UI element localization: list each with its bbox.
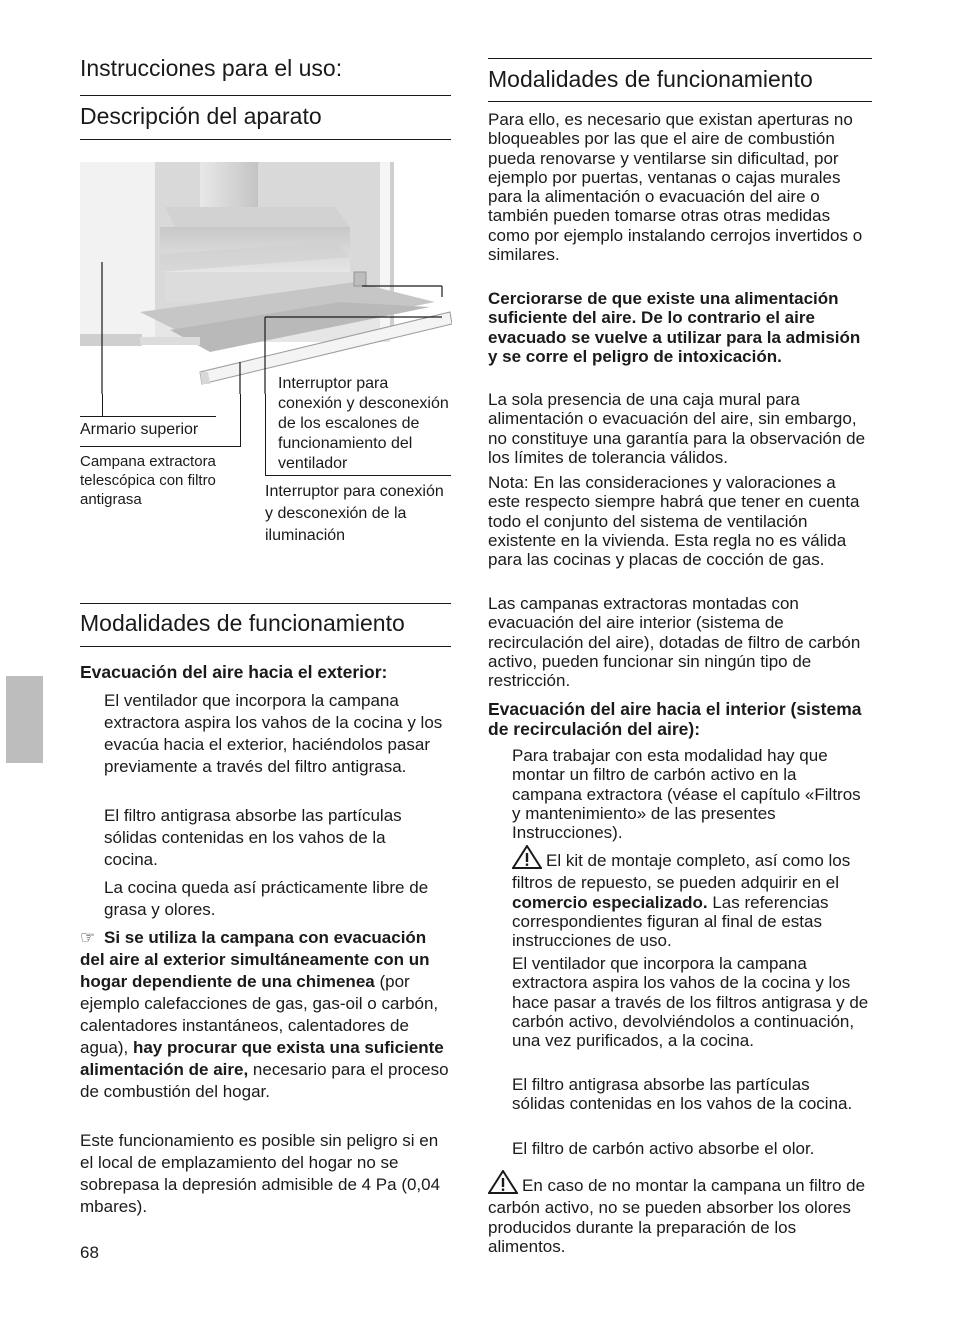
divider (80, 95, 451, 96)
note-text: (por ejemplo calefacciones de gas, gas-oil o carbón, calentadores instantáneos, calentadores de agua), (80, 972, 439, 1057)
subheading-interior: Evacuación del aire hacia el interior (sistema de recirculación del aire): (488, 699, 862, 739)
paragraph: La sola presencia de una caja mural para alimentación o evacuación del aire, sin embargo, no constituye una garantía para la observación de los límites de tolerancia válidos. (488, 390, 866, 467)
divider (80, 603, 451, 604)
label-armario-superior: Armario superior (80, 421, 199, 438)
subheading-exterior: Evacuación del aire hacia el exterior: (80, 662, 388, 682)
warning-text: Las referencias correspondientes figuran al final de estas instrucciones de uso. (512, 892, 829, 951)
warning-triangle-icon (512, 845, 542, 873)
divider (488, 101, 872, 102)
divider (488, 58, 872, 59)
warning-note (488, 1170, 870, 1256)
paragraph: Las campanas extractoras montadas con evacuación del aire interior (sistema de recirculación del aire), dotadas de filtro de carbón activo, pueden funcionar sin ningún tipo de restricción. (488, 594, 861, 691)
paragraph: Nota: En las consideraciones y valoraciones a este respecto siempre habrá que tener en cuenta todo el conjunto del sistema de ventilación existente en la vivienda. Esta regla no es válida para las cocinas y placas de cocción de gas. (488, 473, 860, 570)
leader-line (80, 446, 241, 447)
section-title-modalidades: Modalidades de funcionamiento (80, 610, 405, 636)
paragraph: El ventilador que incorpora la campana extractora aspira los vahos de la cocina y los evacúa hacia el exterior, haciéndolos pasar previamente a través del filtro antigrasa. (104, 691, 443, 776)
label-interruptor-iluminacion: Interruptor para conexión y desconexión de la iluminación (265, 483, 444, 544)
label-campana-extractora: Campana extractora telescópica con filtro antigrasa (80, 453, 216, 508)
hood-illustration (80, 162, 452, 394)
leader-line (240, 394, 241, 446)
divider (80, 139, 451, 140)
paragraph: El ventilador que incorpora la campana extractora aspira los vahos de la cocina y los hace pasar a través de los filtros antigrasa y de carbón activo, devolviéndolos a continuación, una vez purificados, a la cocina. (512, 954, 869, 1051)
leader-line (265, 475, 451, 476)
leader-line (80, 416, 216, 417)
note-text: necesario para el proceso de combustión del hogar. (80, 1060, 449, 1101)
right-section-title: Modalidades de funcionamiento (488, 66, 813, 92)
paragraph: La cocina queda así prácticamente libre de grasa y olores. (104, 878, 429, 919)
warning-text: El kit de montaje completo, así como los filtros de repuesto, se pueden adquirir en el (512, 851, 851, 893)
paragraph: Este funcionamiento es posible sin peligro si en el local de emplazamiento del hogar no se sobrepasa la depresión admisible de 4 Pa (0,04 mbares). (80, 1131, 441, 1216)
warning-bold: comercio especializado. (512, 892, 708, 912)
paragraph: El filtro antigrasa absorbe las partículas sólidas contenidas en los vahos de la cocina. (104, 806, 402, 869)
paragraph: El filtro de carbón activo absorbe el olor. (512, 1139, 815, 1158)
paragraph: El filtro antigrasa absorbe las partículas sólidas contenidas en los vahos de la cocina. (512, 1075, 853, 1114)
warning-text: En caso de no montar la campana un filtro de carbón activo, no se pueden absorber los olores producidos durante la preparación de los alimentos. (488, 1176, 866, 1256)
note-bold: Si se utiliza la campana con evacuación del aire al exterior simultáneamente con un hogar dependiente de una chimenea (80, 928, 430, 991)
note-bold: hay procurar que exista una suficiente alimentación de aire, (80, 1038, 444, 1079)
section-tab-marker (6, 676, 43, 763)
leader-line (102, 394, 103, 417)
section-title-description: Descripción del aparato (80, 103, 322, 129)
manual-title: Instrucciones para el uso: (80, 55, 343, 81)
leader-line (265, 394, 266, 476)
page-number: 68 (80, 1243, 99, 1262)
divider (80, 646, 451, 647)
label-interruptor-ventilador: Interruptor para conexión y desconexión de los escalones de funcionamiento del ventilador (278, 375, 449, 472)
paragraph: Para ello, es necesario que existan aperturas no bloqueables por las que el aire de combustión pueda renovarse y ventilarse sin dificultad, por ejemplo por puertas, ventanas o cajas murales para la alimentación o evacuación del aire o también pueden tomarse otras otras medidas como por ejemplo instalando cerrojos invertidos o similares. (488, 110, 863, 265)
warning-paragraph: Cerciorarse de que existe una alimentación suficiente del aire. De lo contrario el aire evacuado se vuelve a utilizar para la admisión y se corre el peligro de intoxicación. (488, 289, 861, 366)
paragraph: Para trabajar con esta modalidad hay que montar un filtro de carbón activo en la campana extractora (véase el capítulo «Filtros y mantenimiento» de las presentes Instrucciones). (512, 746, 861, 843)
appliance-figure (80, 162, 452, 552)
warning-note (512, 845, 870, 950)
hand-pointer-icon: ☞ (80, 928, 96, 947)
chimney-note (80, 927, 450, 1103)
warning-triangle-icon (488, 1170, 518, 1198)
